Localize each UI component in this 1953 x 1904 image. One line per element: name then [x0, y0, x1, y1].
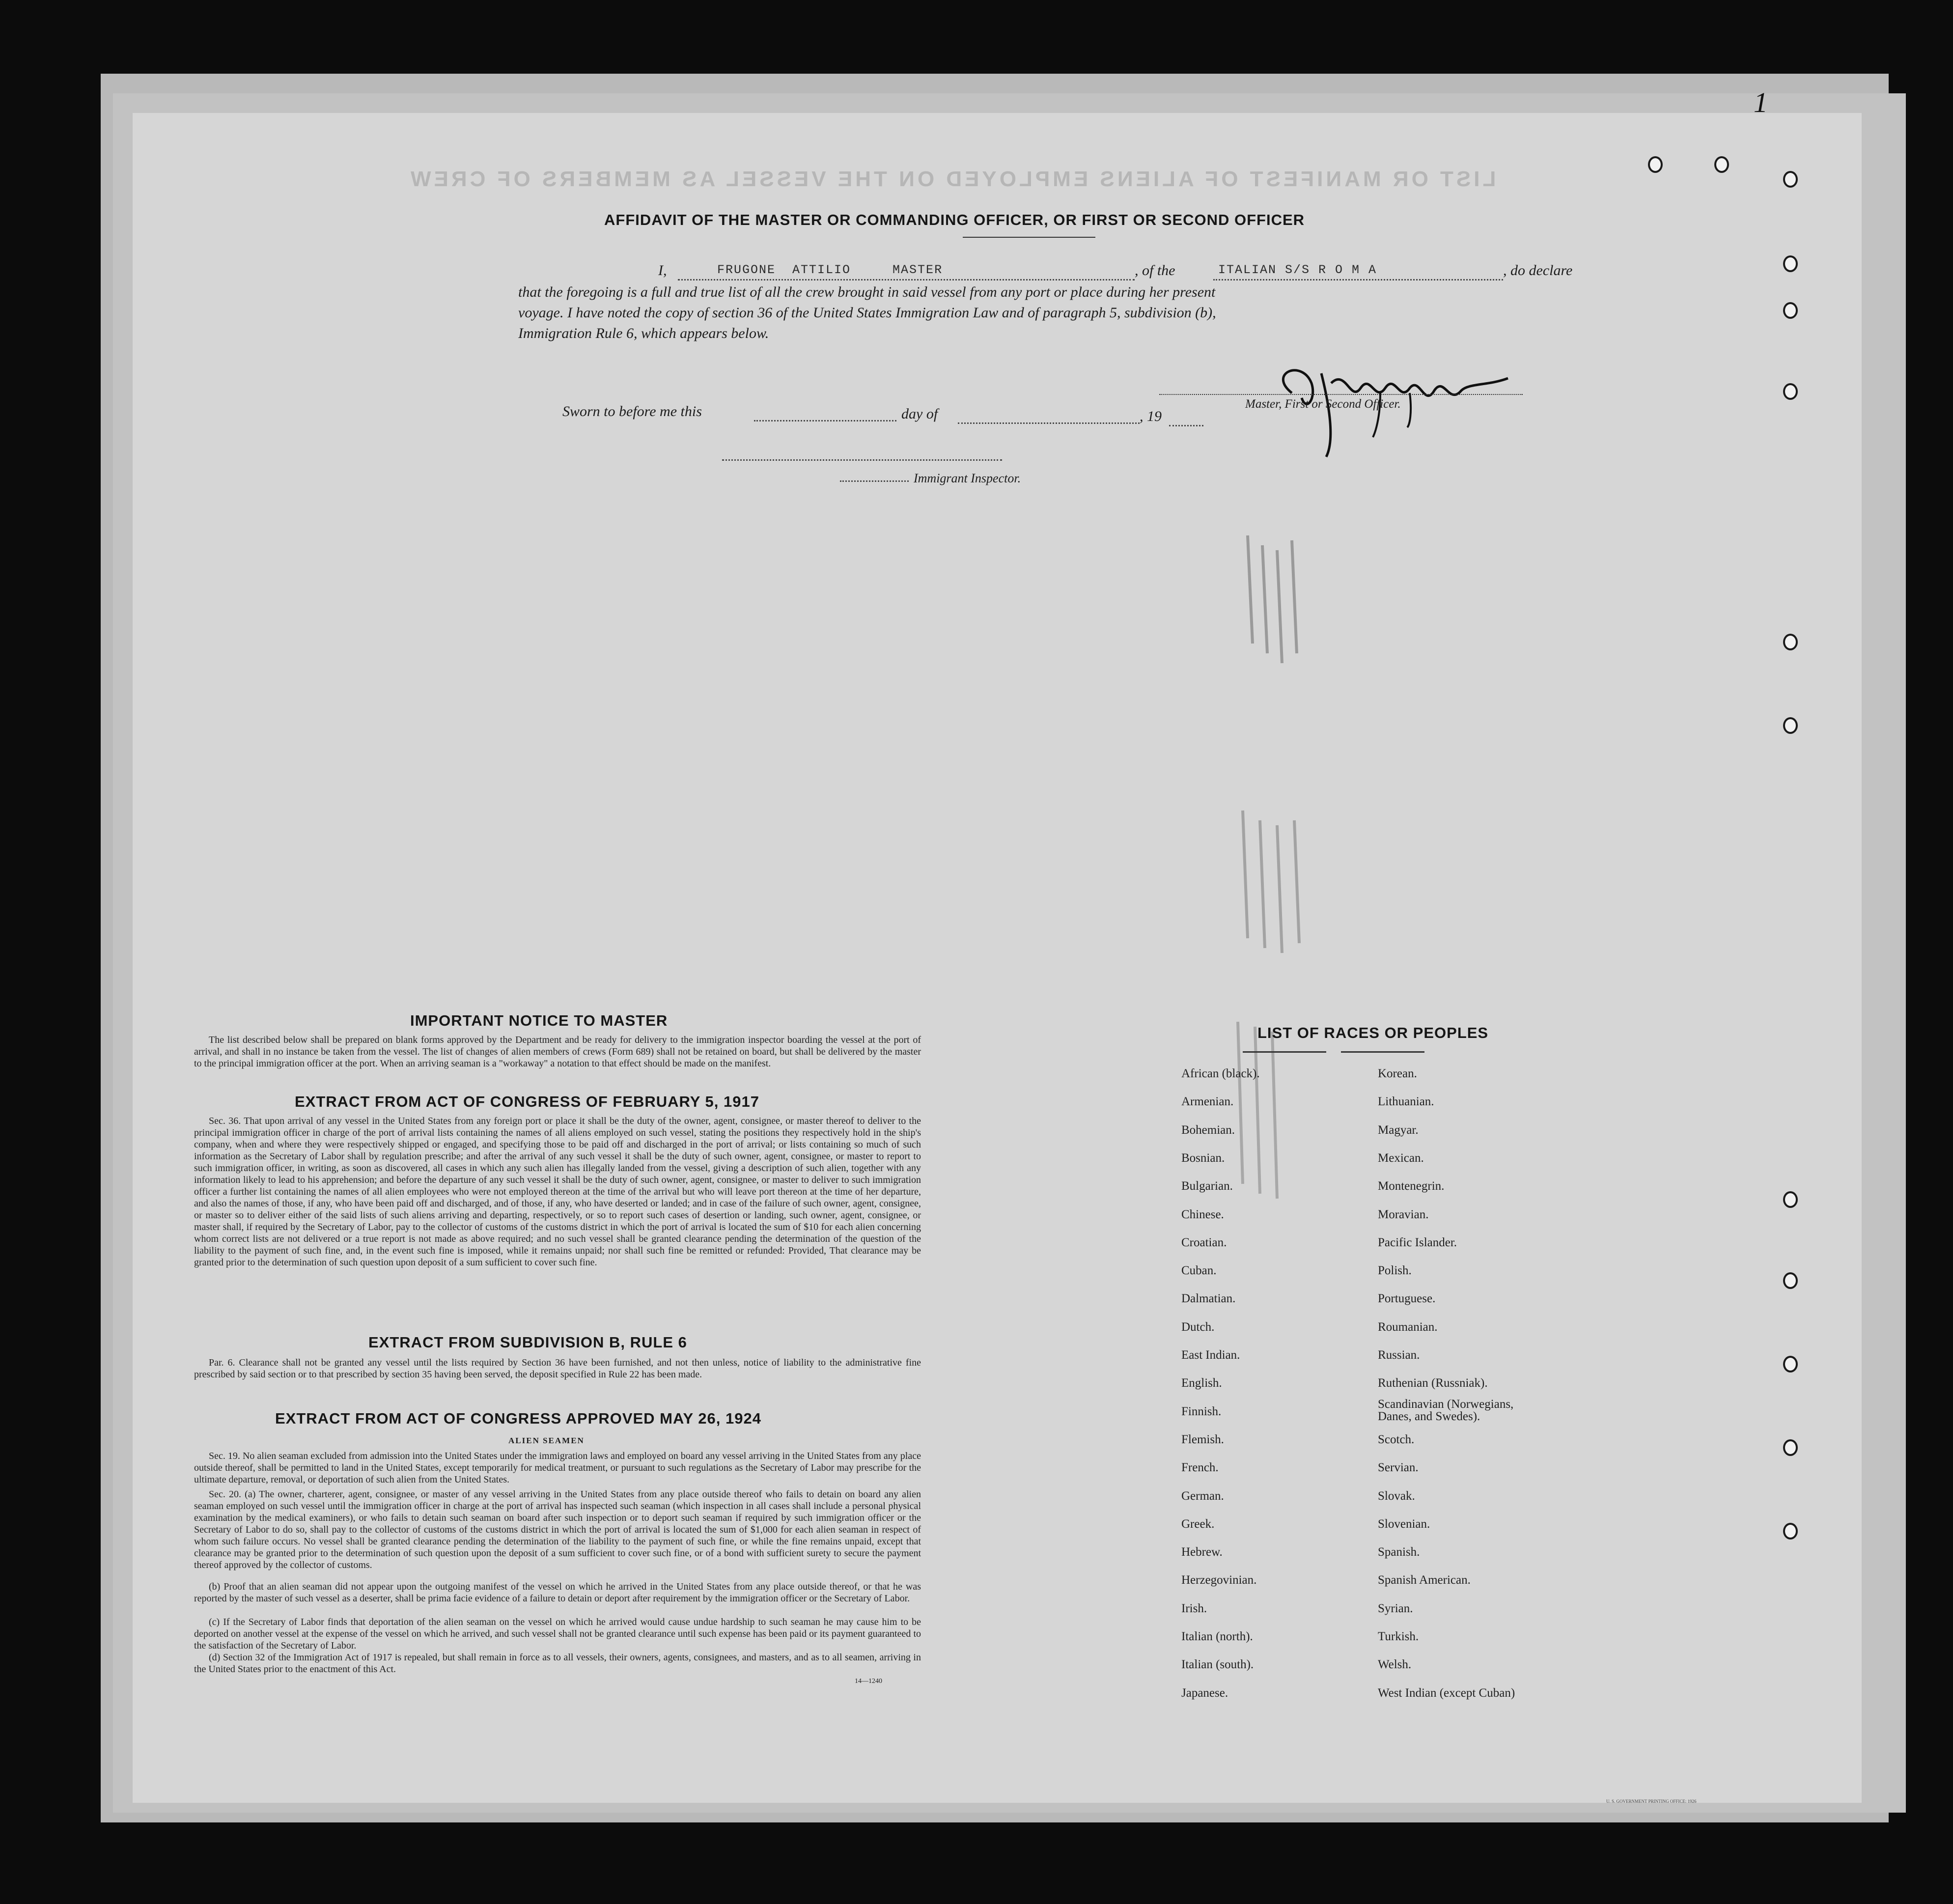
race-item: Spanish American.: [1378, 1573, 1471, 1587]
of-the-label: , of the: [1135, 262, 1175, 279]
race-item: Ruthenian (Russniak).: [1378, 1376, 1488, 1390]
races-title: LIST OF RACES OR PEOPLES: [1257, 1024, 1489, 1041]
race-item: Russian.: [1378, 1348, 1420, 1362]
notice-text: The list described below shall be prepared on blank forms approved by the Department and be ready for delivery to the immigration inspector boarding the vessel at the port of arrival, and shall in no instance be taken from the vessel. The list of changes of alien members of crews (Form 689) shall not be retained on board, but shall be delivered by the master to the principal immigration officer at the port. When an arriving seaman is a "workaway" a notation to that effect should be made on the manifest.: [194, 1035, 921, 1069]
race-item: Cuban.: [1181, 1264, 1217, 1278]
printer-note: U. S. GOVERNMENT PRINTING OFFICE: 1926: [1606, 1799, 1697, 1804]
race-item: Spanish.: [1378, 1545, 1420, 1559]
race-item: Magyar.: [1378, 1123, 1419, 1137]
race-item: Pacific Islander.: [1378, 1235, 1457, 1249]
race-item: German.: [1181, 1489, 1224, 1503]
binder-hole: [1783, 383, 1798, 400]
affidavit-line-2: that the foregoing is a full and true list of all the crew brought in said vessel from any port or place during her present: [518, 284, 1216, 300]
binder-hole: [1783, 171, 1798, 188]
races-title-rule-left: [1243, 1051, 1326, 1053]
affidavit-line-4: Immigration Rule 6, which appears below.: [518, 325, 769, 341]
race-item: African (black).: [1181, 1067, 1260, 1080]
binder-hole: [1783, 302, 1798, 319]
inspector-label: Immigrant Inspector.: [914, 471, 1021, 485]
sec-20a-paragraph: Sec. 20. (a) The owner, charterer, agent, consignee, or master of any vessel arriving in the United States from any place outside thereof who fails to detain on board any alien seaman employed on such vessel until the immigration officer in charge at the port of arrival has inspected such seaman (which inspection in all cases shall include a personal physical examination by the medical examiners), or who fails to detain such seaman on board after such inspection or to deport such seaman if required by such immigration officer or the Secretary of Labor to do so, shall pay to the collector of customs of the customs district in which the port of arrival is located the sum of $1,000 for each alien seaman in respect of whom such failure occurs. No vessel shall be granted clearance pending the determination of the liability to the payment of such fine, or while the fine remains unpaid, except that clearance may be granted prior to the determination of such question upon the deposit of a sum sufficient to cover such fine, or of a bond with sufficient surety to secure the payment thereof approved by the collector of customs.: [194, 1489, 921, 1570]
race-item: Roumanian.: [1378, 1320, 1438, 1334]
race-item: Italian (south).: [1181, 1658, 1254, 1672]
affidavit-i-label: I,: [658, 262, 667, 279]
race-item: Japanese.: [1181, 1686, 1228, 1700]
inspector-title-line: [840, 480, 909, 482]
extract-1917-title: EXTRACT FROM ACT OF CONGRESS OF FEBRUARY 5, 1917: [295, 1093, 759, 1110]
binder-hole: [1783, 1272, 1798, 1289]
race-item: Scotch.: [1378, 1432, 1415, 1446]
race-item: Bohemian.: [1181, 1123, 1235, 1137]
binder-hole: [1783, 1523, 1798, 1540]
year-label: , 19: [1140, 408, 1162, 424]
extract-1924-title: EXTRACT FROM ACT OF CONGRESS APPROVED MAY 26, 1924: [275, 1410, 761, 1427]
race-item: Dalmatian.: [1181, 1292, 1236, 1306]
binder-hole: [1783, 255, 1798, 272]
race-item: Welsh.: [1378, 1658, 1412, 1672]
pencil-marks: [1233, 506, 1341, 1292]
race-item: Slovenian.: [1378, 1517, 1430, 1531]
race-item: Portuguese.: [1378, 1292, 1436, 1306]
race-item: Korean.: [1378, 1067, 1417, 1080]
binder-hole: [1783, 717, 1798, 734]
race-item: Mexican.: [1378, 1151, 1424, 1165]
race-item: Chinese.: [1181, 1207, 1224, 1221]
race-item: Turkish.: [1378, 1630, 1419, 1643]
bleed-through-text: LIST OR MANIFEST OF ALIENS EMPLOYED ON THE VESSEL AS MEMBERS OF CREW: [408, 167, 1496, 191]
extract-1924-subtitle: ALIEN SEAMEN: [508, 1436, 585, 1445]
page-number-mark: 1: [1754, 86, 1768, 118]
extract-1917-text: Sec. 36. That upon arrival of any vessel in the United States from any foreign port or place it shall be the duty of the owner, agent, consignee, or master thereof to deliver to the principal immigration officer in charge of the port of arrival lists containing the names of all aliens employed on such vessel, stating the positions they respectively hold in the ship's company, when and where they were respectively shipped or engaged, and specifying those to be paid off and discharged in the port of arrival; or lists containing so much of such information as the Secretary of Labor shall by regulation prescribe; and after the arrival of any such vessel it shall be the duty of such owner, agent, consignee, or master to report to such immigration officer, in writing, as soon as discovered, all cases in which any such alien has illegally landed from the vessel, giving a description of such alien, together with any information likely to lead to his apprehension; and before the departure of any such vessel it shall be the duty of such owner, agent, consignee, or master to deliver to such immigration officer a further list containing the names of all alien employees who were not employed thereon at the time of the arrival but who will leave port thereon at the time of her departure, and also the names of those, if any, who have been paid off and discharged, and of those, if any, who have deserted or landed; and in case of the failure of such owner, agent, consignee, or master so to deliver either of the said lists of such aliens arriving and departing, respectively, or so to report such cases of desertion or landing, such owner, agent, consignee, or master shall, if required by the Secretary of Labor, pay to the collector of customs of the customs district in which the port of arrival is located the sum of $10 for each alien concerning whom correct lists are not delivered or a true report is not made as above required; and no such vessel shall be granted clearance pending the determination of the question of the liability to the payment of such fine, and, in the event such fine is imposed, while it remains unpaid; nor shall such fine be remitted or refunded: Provided, That clearance may be granted prior to the determination of such question upon deposit of a sum sufficient to cover such fine.: [194, 1116, 921, 1268]
title-underline: [963, 237, 1095, 238]
binder-hole: [1783, 1356, 1798, 1372]
master-name-field: FRUGONE ATTILIO MASTER: [717, 263, 943, 277]
sec-19-paragraph: Sec. 19. No alien seaman excluded from admission into the United States under the immigration laws and employed on board any vessel arriving in the United States from any place outside thereof, shall be permitted to land in the United States, except temporarily for medical treatment, or pursuant to such regulations as the Secretary of Labor may prescribe for the ultimate departure, removal, or deportation of such alien from the United States.: [194, 1451, 921, 1485]
race-item: Flemish.: [1181, 1432, 1224, 1446]
race-item: English.: [1181, 1376, 1222, 1390]
race-item: Bosnian.: [1181, 1151, 1225, 1165]
binder-hole: [1783, 1439, 1798, 1456]
race-item: Syrian.: [1378, 1601, 1413, 1615]
race-item: West Indian (except Cuban): [1378, 1686, 1515, 1700]
race-item: Herzegovinian.: [1181, 1573, 1257, 1587]
sworn-label: Sworn to before me this: [562, 403, 702, 420]
signature-label: Master, First or Second Officer.: [1245, 397, 1401, 411]
race-item: French.: [1181, 1461, 1219, 1475]
day-of-label: day of: [901, 406, 938, 422]
sec-20d-paragraph: (d) Section 32 of the Immigration Act of 1917 is repealed, but shall remain in force as to all vessels, their owners, agents, consignees, and masters, and as to all seamen, arriving in the United States prior to the enactment of this Act.: [194, 1652, 921, 1675]
race-item: Italian (north).: [1181, 1630, 1253, 1643]
race-item: Lithuanian.: [1378, 1095, 1434, 1109]
sec-20b-paragraph: (b) Proof that an alien seaman did not appear upon the outgoing manifest of the vessel on which he arrived in the United States from any place outside thereof, or that he was reported by the master of such vessel as a deserter, shall be prima facie evidence of a failure to detain or deport after requirement by the immigration officer or the Secretary of Labor.: [194, 1581, 921, 1604]
race-item: Moravian.: [1378, 1207, 1429, 1221]
race-item: Bulgarian.: [1181, 1179, 1233, 1193]
extract-rule6-title: EXTRACT FROM SUBDIVISION B, RULE 6: [368, 1334, 687, 1351]
affidavit-title: AFFIDAVIT OF THE MASTER OR COMMANDING OFFICER, OR FIRST OR SECOND OFFICER: [604, 211, 1305, 228]
race-item: Hebrew.: [1181, 1545, 1223, 1559]
race-item: Slovak.: [1378, 1489, 1415, 1503]
name-field-line: [678, 279, 1135, 280]
race-item: Armenian.: [1181, 1095, 1234, 1109]
race-item: Croatian.: [1181, 1235, 1227, 1249]
binder-hole: [1648, 156, 1663, 173]
extract-rule6-text: Par. 6. Clearance shall not be granted any vessel until the lists required by Section 36 have been furnished, and not then unless, notice of liability to the administrative fine prescribed by said section or to that prescribed by section 35 having been served, the deposit specified in Rule 22 has been made.: [194, 1357, 921, 1380]
affidavit-line-3: voyage. I have noted the copy of section 36 of the United States Immigration Law and of paragraph 5, subdivision (b),: [518, 305, 1216, 321]
races-title-rule-right: [1341, 1051, 1424, 1053]
race-item: Irish.: [1181, 1601, 1207, 1615]
document-page: [133, 86, 1862, 1804]
race-item: Dutch.: [1181, 1320, 1215, 1334]
sworn-day-line: [754, 420, 896, 421]
sworn-month-line: [958, 422, 1140, 424]
binder-hole: [1783, 1191, 1798, 1208]
race-item: Finnish.: [1181, 1404, 1222, 1418]
vessel-name-field: ITALIAN S/S R O M A: [1218, 263, 1377, 277]
binder-hole: [1714, 156, 1729, 173]
race-item: Polish.: [1378, 1264, 1412, 1278]
binder-hole: [1783, 634, 1798, 650]
race-item: Scandinavian (Norwegians, Danes, and Swedes).: [1378, 1397, 1514, 1423]
inspector-signature-line: [722, 459, 1002, 461]
form-number: 14—1240: [855, 1678, 882, 1685]
vessel-field-line: [1213, 279, 1503, 280]
race-item: East Indian.: [1181, 1348, 1240, 1362]
notice-title: IMPORTANT NOTICE TO MASTER: [410, 1012, 668, 1029]
do-declare-label: , do declare: [1503, 262, 1573, 279]
sec-20c-paragraph: (c) If the Secretary of Labor finds that deportation of the alien seaman on the vessel on which he arrived would cause undue hardship to such seaman he may cause him to be deported on another vessel at the expense of the vessel on which he arrived, and such vessel shall not be granted clearance until such expense has been paid or its payment guaranteed to the satisfaction of the Secretary of Labor.: [194, 1617, 921, 1651]
race-item: Servian.: [1378, 1461, 1419, 1475]
race-item: Greek.: [1181, 1517, 1215, 1531]
race-item: Montenegrin.: [1378, 1179, 1445, 1193]
sworn-year-line: [1169, 425, 1203, 426]
